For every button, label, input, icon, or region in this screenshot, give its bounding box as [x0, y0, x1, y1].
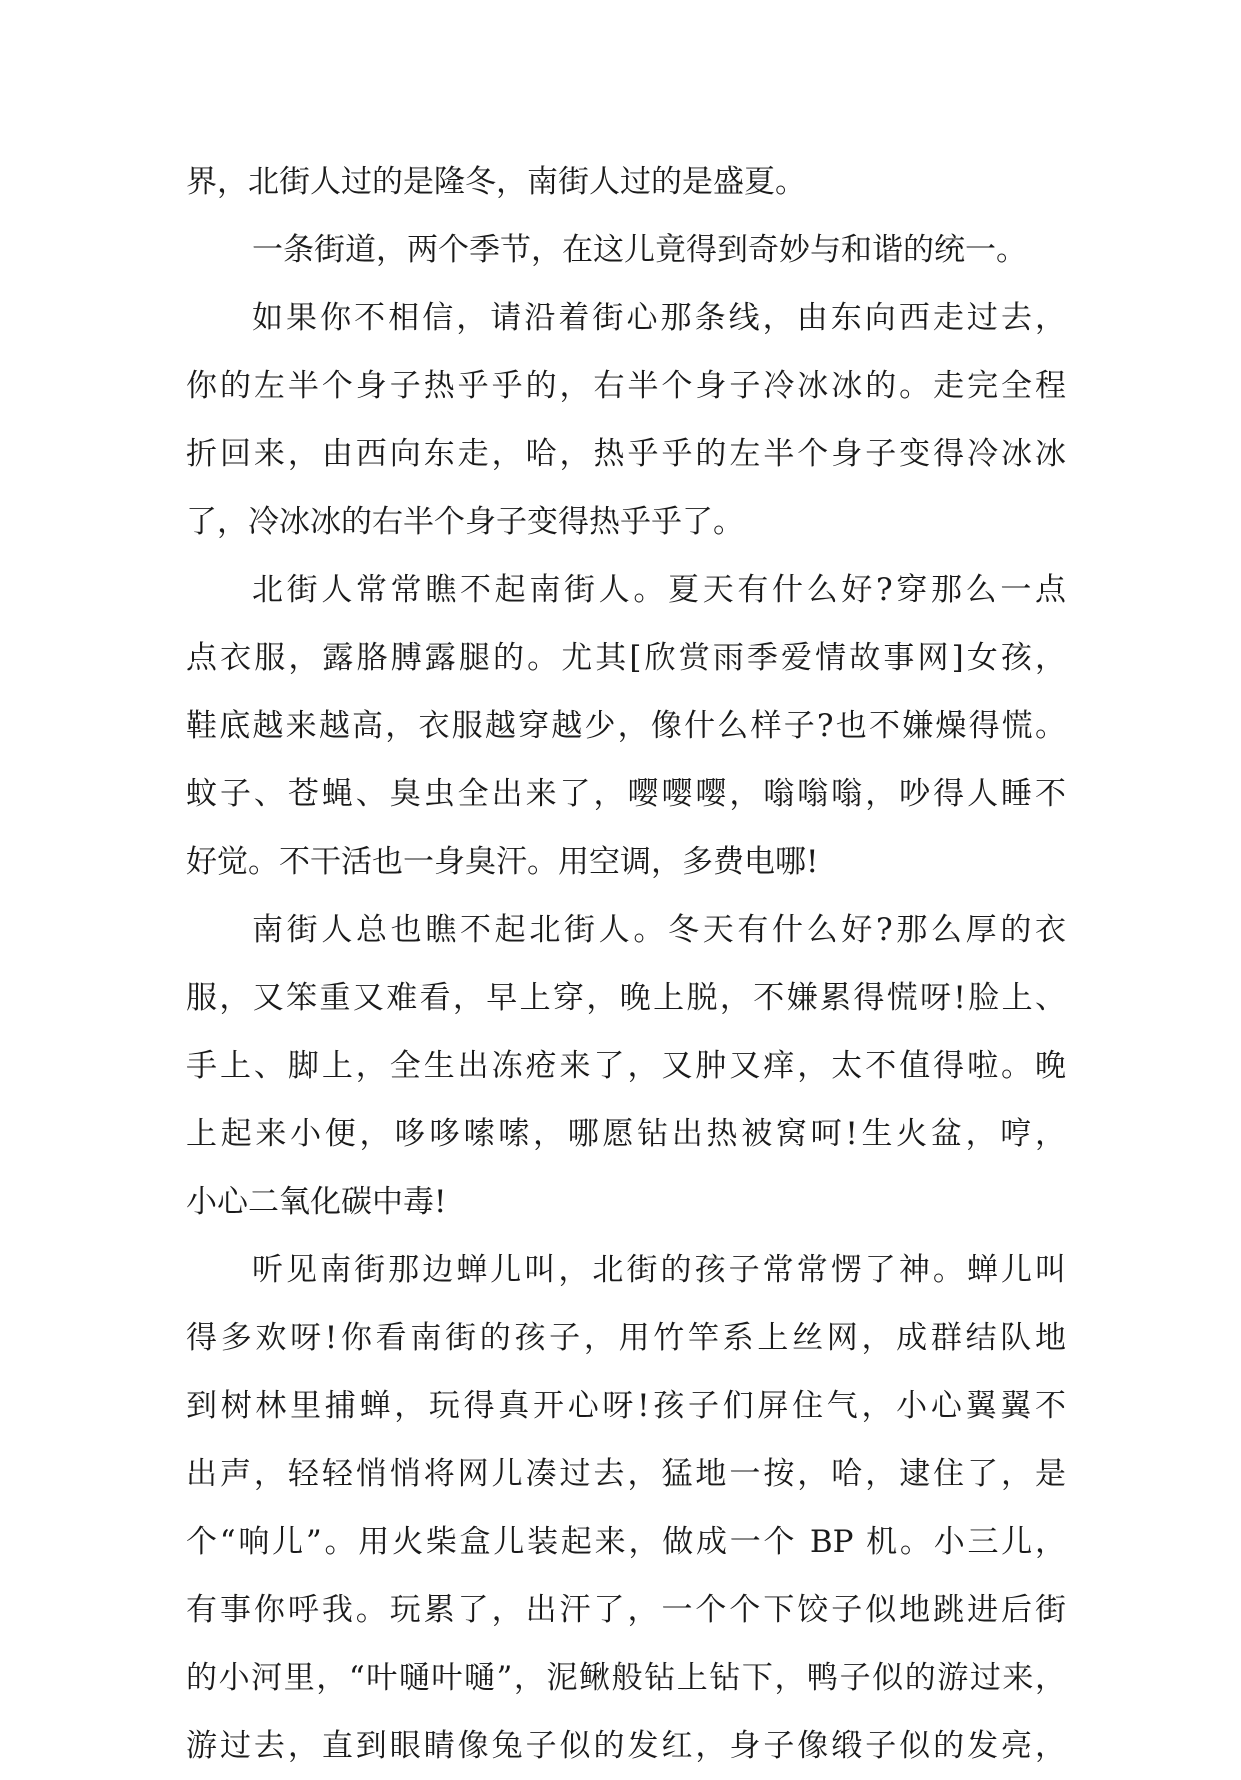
text-line: 一条街道，两个季节，在这儿竟得到奇妙与和谐的统一。 [252, 232, 1027, 268]
text-line: 点衣服，露胳膊露腿的。尤其[欣赏雨季爱情故事网]女孩， [186, 640, 1066, 676]
text-line: 游过去，直到眼睛像兔子似的发红，身子像缎子似的发亮， [186, 1728, 1066, 1764]
text-line: 服，又笨重又难看，早上穿，晚上脱，不嫌累得慌呀!脸上、 [186, 980, 1066, 1016]
text-line: 有事你呼我。玩累了，出汗了，一个个下饺子似地跳进后街 [186, 1592, 1066, 1628]
text-line: 个“响儿”。用火柴盒儿装起来，做成一个 BP 机。小三儿， [186, 1524, 1066, 1560]
text-line: 如果你不相信，请沿着街心那条线，由东向西走过去， [252, 300, 1066, 336]
text-line: 折回来，由西向东走，哈，热乎乎的左半个身子变得冷冰冰 [186, 436, 1066, 472]
text-line: 了，冷冰冰的右半个身子变得热乎乎了。 [186, 504, 744, 540]
text-line: 南街人总也瞧不起北街人。冬天有什么好?那么厚的衣 [252, 912, 1066, 948]
document-page [186, 148, 1066, 1780]
text-line: 听见南街那边蝉儿叫，北街的孩子常常愣了神。蝉儿叫 [252, 1252, 1066, 1288]
text-line: 你的左半个身子热乎乎的，右半个身子冷冰冰的。走完全程 [186, 368, 1066, 404]
text-line: 北街人常常瞧不起南街人。夏天有什么好?穿那么一点 [252, 572, 1066, 608]
text-line: 界，北街人过的是隆冬，南街人过的是盛夏。 [186, 164, 806, 200]
text-line: 手上、脚上，全生出冻疮来了，又肿又痒，太不值得啦。晚 [186, 1048, 1066, 1084]
text-line: 小心二氧化碳中毒! [186, 1184, 447, 1220]
text-line: 到树林里捕蝉，玩得真开心呀!孩子们屏住气，小心翼翼不 [186, 1388, 1066, 1424]
text-line: 出声，轻轻悄悄将网儿凑过去，猛地一按，哈，逮住了，是 [186, 1456, 1066, 1492]
text-line: 好觉。不干活也一身臭汗。用空调，多费电哪! [186, 844, 819, 880]
text-line: 得多欢呀!你看南街的孩子，用竹竿系上丝网，成群结队地 [186, 1320, 1066, 1356]
text-line: 的小河里，“叶嗵叶嗵”，泥鳅般钻上钻下，鸭子似的游过来， [186, 1660, 1066, 1696]
text-line: 鞋底越来越高，衣服越穿越少，像什么样子?也不嫌燥得慌。 [186, 708, 1066, 744]
text-line: 上起来小便，哆哆嗦嗦，哪愿钻出热被窝呵!生火盆，哼， [186, 1116, 1066, 1152]
text-line: 蚊子、苍蝇、臭虫全出来了，嘤嘤嘤，嗡嗡嗡，吵得人睡不 [186, 776, 1066, 812]
